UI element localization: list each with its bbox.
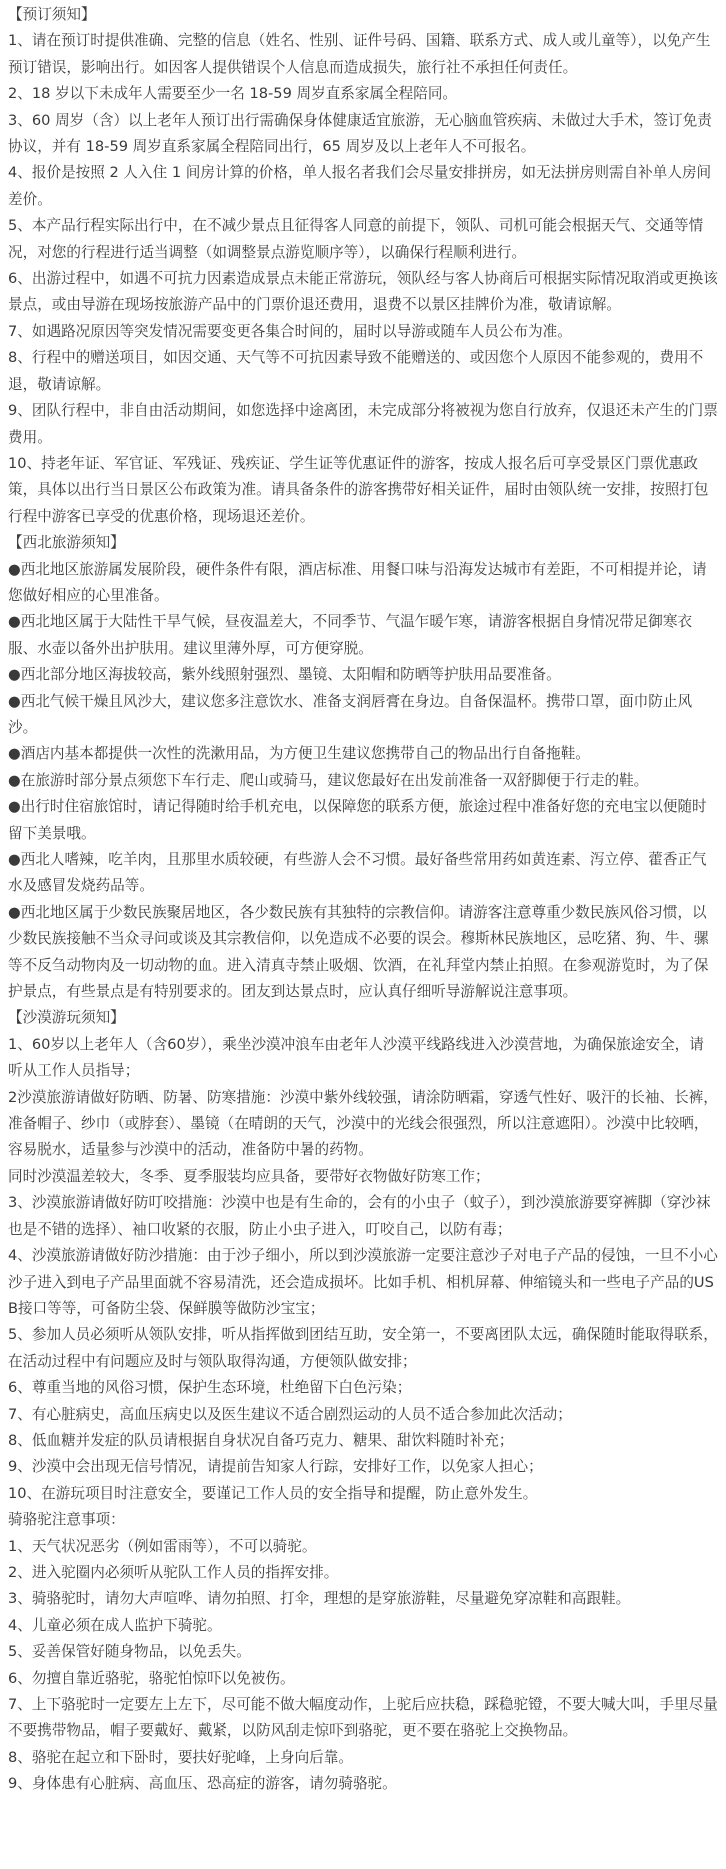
notice-item: ●在旅游时部分景点须您下车行走、爬山或骑马，建议您最好在出发前准备一双舒脚便于行走的鞋。: [8, 771, 649, 789]
notice-item: 8、骆驼在起立和下卧时，要扶好驼峰，上身向后靠。: [8, 1748, 353, 1766]
notice-item: 5、参加人员必须听从领队安排，听从指挥做到团结互助，安全第一，不要离团队太远，确保随时能取得联系，在活动过程中有问题应及时与领队取得沟通，方便领队做安排；: [8, 1326, 718, 1370]
notice-item: ●西北地区属于大陆性干旱气候，昼夜温差大，不同季节、气温乍暖乍寒，请游客根据自身情况带足御寒衣服、水壶以备外出护肤用。建议里薄外厚，可方便穿脱。: [8, 613, 693, 657]
notice-item: 5、妥善保管好随身物品，以免丢失。: [8, 1643, 251, 1661]
notice-item: 3、沙漠旅游请做好防叮咬措施：沙漠中也是有生命的，会有的小虫子（蚊子），到沙漠旅游要穿裤脚（穿沙袜也是不错的选择）、袖口收紧的衣服，防止小虫子进入，叮咬自己，以防有毒；: [8, 1194, 711, 1238]
notice-item: 5、本产品行程实际出行中，在不减少景点且征得客人同意的前提下，领队、司机可能会根据天气、交通等情况，对您的行程进行适当调整（如调整景点游览顺序等），以确保行程顺利进行。: [8, 217, 704, 261]
notice-item: 6、出游过程中，如遇不可抗力因素造成景点未能正常游玩，领队经与客人协商后可根据实际情况取消或更换该景点，或由导游在现场按旅游产品中的门票价退还费用，退费不以景区挂牌价为准，敬请谅解。: [8, 270, 718, 314]
notice-item: 9、团队行程中，非自由活动期间，如您选择中途离团，未完成部分将被视为您自行放弃，仅退还未产生的门票费用。: [8, 402, 718, 446]
notice-item: 4、沙漠旅游请做好防沙措施：由于沙子细小，所以到沙漠旅游一定要注意沙子对电子产品的侵蚀，一旦不小心沙子进入到电子产品里面就不容易清洗，还会造成损坏。比如手机、相机屏幕、伸缩镜头和一些电子产品的USB接口等等，可备防尘袋、保鲜膜等做防沙宝宝；: [8, 1247, 718, 1317]
notice-item: 9、身体患有心脏病、高血压、恐高症的游客，请勿骑骆驼。: [8, 1775, 397, 1793]
notice-item: 8、行程中的赠送项目，如因交通、天气等不可抗因素导致不能赠送的、或因您个人原因不能参观的，费用不退，敬请谅解。: [8, 349, 704, 393]
notice-item: 7、有心脏病史，高血压病史以及医生建议不适合剧烈运动的人员不适合参加此次活动；: [8, 1405, 572, 1423]
notice-item: 3、60 周岁（含）以上老年人预订出行需确保身体健康适宜旅游，无心脑血管疾病、未做过大手术，签订免责协议，并有 18-59 周岁直系家属全程陪同出行，65 周岁及以上老年人不可报名。: [8, 111, 712, 156]
notice-item: 1、请在预订时提供准确、完整的信息（姓名、性别、证件号码、国籍、联系方式、成人或儿童等），以免产生预订错误，影响出行。如因客人提供错误个人信息而造成损失，旅行社不承担任何责任。: [8, 32, 711, 76]
notice-item: 10、在游玩项目时注意安全，要谨记工作人员的安全指导和提醒，防止意外发生。: [8, 1484, 538, 1502]
notice-item: ●出行时住宿旅馆时，请记得随时给手机充电，以保障您的联系方便，旅途过程中准备好您的充电宝以便随时留下美景哦。: [8, 798, 707, 842]
notice-item: 7、如遇路况原因等突发情况需要变更各集合时间的，届时以导游或随车人员公布为准。: [8, 322, 572, 340]
notice-item: ●西北部分地区海拔较高，紫外线照射强烈、墨镜、太阳帽和防晒等护肤用品要准备。: [8, 666, 561, 684]
section-heading: 【预订须知】: [8, 6, 96, 23]
notice-item: 8、低血糖并发症的队员请根据自身状况自备巧克力、糖果、甜饮料随时补充；: [8, 1431, 514, 1449]
notice-item: 9、沙漠中会出现无信号情况，请提前告知家人行踪，安排好工作，以免家人担心；: [8, 1458, 543, 1476]
notice-item: 2、18 岁以下未成年人需要至少一名 18-59 周岁直系家属全程陪同。: [8, 85, 458, 103]
notice-item: 6、勿擅自靠近骆驼，骆驼怕惊吓以免被伤。: [8, 1669, 295, 1687]
notice-item: ●西北地区属于少数民族聚居地区，各少数民族有其独特的宗教信仰。请游客注意尊重少数民族风俗习惯，以少数民族接触不当众寻问或谈及其宗教信仰，以免造成不必要的误会。穆斯林民族地区，忌吃猪、狗、牛、骡等不反刍动物肉及一切动物的血。进入清真寺禁止吸烟、饮酒，在礼拜堂内禁止拍照。在参观游览时，为了保护景点，有些景点是有特别要求的。团友到达景点时，应认真仔细听导游解说注意事项。: [8, 903, 709, 1001]
notice-item: ●西北气候干燥且风沙大，建议您多注意饮水、准备支润唇膏在身边。自备保温杯。携带口罩，面巾防止风沙。: [8, 692, 693, 736]
notice-item: 4、儿童必须在成人监护下骑驼。: [8, 1616, 222, 1634]
notice-item: 1、60岁以上老年人（含60岁），乘坐沙漠冲浪车由老年人沙漠平线路线进入沙漠营地，为确保旅途安全，请听从工作人员指导；: [8, 1035, 704, 1080]
notice-item: 骑骆驼注意事项：: [8, 1511, 125, 1529]
notice-item: 同时沙漠温差较大，冬季、夏季服装均应具备，要带好衣物做好防寒工作；: [8, 1167, 490, 1185]
notice-item: 1、天气状况恶劣（例如雷雨等），不可以骑驼。: [8, 1537, 317, 1555]
notice-item: 2沙漠旅游请做好防晒、防暑、防寒措施：沙漠中紫外线较强，请涂防晒霜，穿透气性好、吸汗的长袖、长裤，准备帽子、纱巾（或脖套）、墨镜（在晴朗的天气，沙漠中的光线会很强烈，所以注意遮阳）。沙漠中比较晒，容易脱水，适量参与沙漠中的活动，准备防中暑的药物。: [8, 1088, 718, 1159]
notice-item: 4、报价是按照 2 人入住 1 间房计算的价格，单人报名者我们会尽量安排拼房，如无法拼房则需自补单人房间差价。: [8, 164, 712, 208]
notice-item: ●西北地区旅游属发展阶段，硬件条件有限，酒店标准、用餐口味与沿海发达城市有差距，不可相提并论，请您做好相应的心里准备。: [8, 560, 707, 604]
notice-item: 6、尊重当地的风俗习惯，保护生态环境，杜绝留下白色污染；: [8, 1379, 412, 1397]
notice-item: ●西北人嗜辣，吃羊肉，且那里水质较硬，有些游人会不习惯。最好备些常用药如黄连素、泻立停、藿香正气水及感冒发烧药品等。: [8, 851, 707, 895]
section-heading: 【西北旅游须知】: [8, 534, 125, 552]
notice-item: 3、骑骆驼时，请勿大声喧哗、请勿拍照、打伞，理想的是穿旅游鞋，尽量避免穿凉鞋和高跟鞋。: [8, 1590, 631, 1608]
notice-item: 2、进入驼圈内必须听从驼队工作人员的指挥安排。: [8, 1563, 339, 1581]
notice-item: 10、持老年证、军官证、军残证、残疾证、学生证等优惠证件的游客，按成人报名后可享受景区门票优惠政策，具体以出行当日景区公布政策为准。请具备条件的游客携带好相关证件，届时由领队统一安排，按照打包行程中游客已享受的优惠价格，现场退还差价。: [8, 454, 709, 525]
section-heading: 【沙漠游玩须知】: [8, 1009, 125, 1027]
notice-item: 7、上下骆驼时一定要左上左下，尽可能不做大幅度动作，上驼后应扶稳，踩稳驼镫，不要大喊大叫，手里尽量不要携带物品，帽子要戴好、戴紧，以防风刮走惊吓到骆驼，更不要在骆驼上交换物品。: [8, 1696, 718, 1740]
notice-item: ●酒店内基本都提供一次性的洗漱用品，为方便卫生建议您携带自己的物品出行自备拖鞋。: [8, 745, 590, 763]
